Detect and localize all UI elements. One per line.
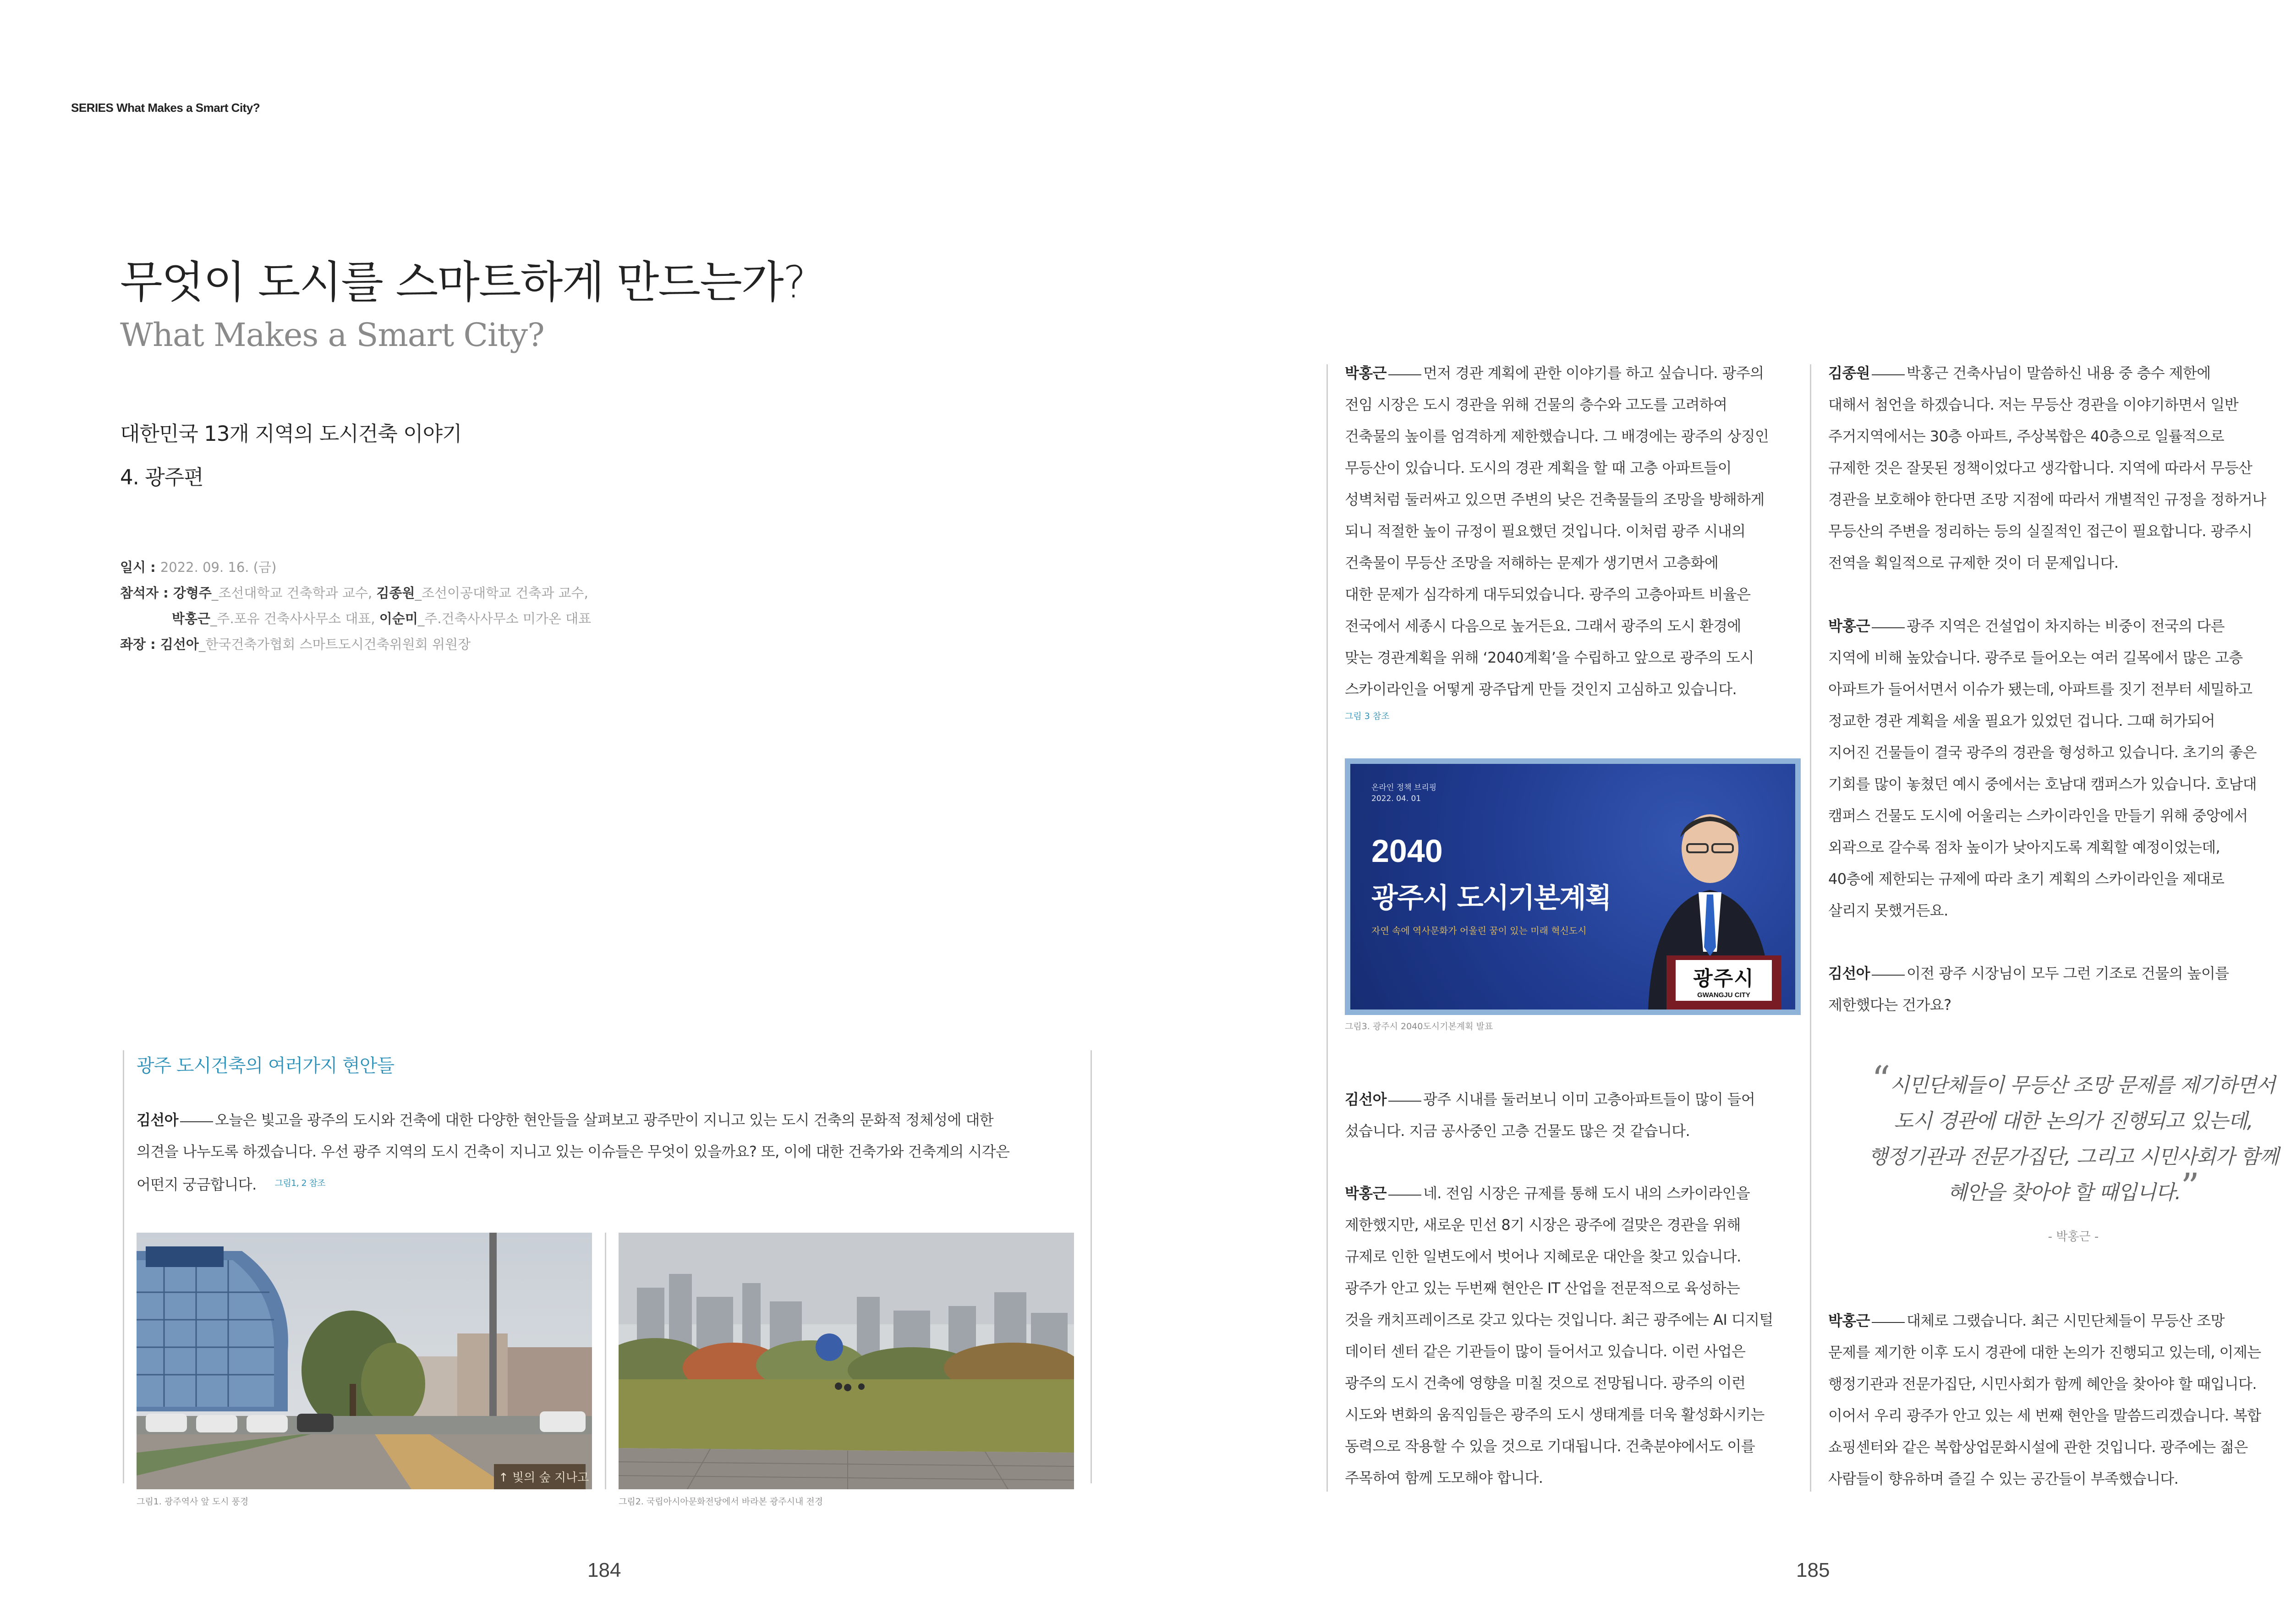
right-section-rule — [1091, 1050, 1092, 1483]
paragraph-line: 것을 캐치프레이즈로 갖고 있다는 것입니다. 최근 광주에는 AI 디지털 — [1345, 1311, 1773, 1328]
paragraph-line — [1345, 357, 1803, 389]
subtitle-series: 대한민국 13개 지역의 도시건축 이야기 — [120, 422, 462, 446]
speaker-underline — [1872, 374, 1905, 375]
paragraph-line: 지어진 건물들이 결국 광주의 경관을 형성하고 있습니다. 초기의 좋은 — [1828, 744, 2257, 761]
paragraph-line: 정교한 경관 계획을 세울 필요가 있었던 겁니다. 그때 허가되어 — [1828, 712, 2215, 730]
paragraph-line: 섰습니다. 지금 공사중인 고층 건물도 많은 것 같습니다. — [1345, 1122, 1690, 1140]
meta-chair-label: 좌장 : — [120, 636, 160, 652]
paragraph-line: 기회를 많이 놓쳤던 예시 중에서는 호남대 캠퍼스가 있습니다. 호남대 — [1828, 775, 2257, 793]
figure3-year: 2040 — [1371, 833, 1443, 869]
photo-divider — [605, 1233, 606, 1489]
quote-text: 시민단체들이 무등산 조망 문제를 제기하면서 — [1890, 1074, 2275, 1097]
left-section-rule — [123, 1050, 124, 1483]
figure3-slide — [1350, 764, 1795, 1010]
photo1-caption: 그림1. 광주역사 앞 도시 풍경 — [137, 1497, 249, 1507]
street-sign-text: ↑ 빛의 숲 지나고 — [499, 1471, 589, 1485]
meta-date — [120, 554, 276, 580]
intro-line: 의견을 나누도록 하겠습니다. 우선 광주 지역의 도시 건축이 지니고 있는 이슈들은 무엇이 있을까요? 또, 이에 대한 건축가와 건축계의 시각은 — [137, 1143, 1010, 1160]
speaker-underline — [180, 1121, 213, 1122]
intro-paragraph — [137, 1104, 1080, 1201]
section-title: 광주 도시건축의 여러가지 현안들 — [137, 1055, 395, 1076]
paragraph-line: 광주의 도시 건축에 영향을 미칠 것으로 전망됩니다. 광주의 이런 — [1345, 1374, 1746, 1392]
speaker-name: 박홍근 — [1345, 364, 1387, 382]
paragraph-park-3 — [1345, 1178, 1803, 1494]
paragraph-kim-2 — [1828, 958, 2286, 1021]
chair-name: 김선아 — [160, 636, 199, 652]
paragraph-line: 규제로 인한 일변도에서 벗어나 지혜로운 대안을 찾고 있습니다. — [1345, 1248, 1741, 1265]
series-label: SERIES What Makes a Smart City? — [71, 101, 260, 115]
paragraph-line: 성벽처럼 둘러싸고 있으면 주변의 낮은 건축물들의 조망을 방해하게 — [1345, 491, 1765, 508]
figure3-tag-line: 2022. 04. 01 — [1371, 794, 1421, 803]
paragraph-line — [1828, 958, 2286, 989]
subtitle-episode: 4. 광주편 — [120, 465, 203, 489]
paragraph-text: 대체로 그랬습니다. 최근 시민단체들이 무등산 조망 — [1906, 1312, 2225, 1329]
participant-name: 이순미 — [379, 611, 418, 626]
meta-date-label: 일시 : — [120, 560, 160, 575]
photo2-caption: 그림2. 국립아시아문화전당에서 바라본 광주시내 전경 — [619, 1497, 823, 1507]
paragraph-line: 캠퍼스 건물도 도시에 어울리는 스카이라인을 만들기 위해 중앙에서 — [1828, 807, 2248, 824]
paragraph-line: 주목하여 함께 도모해야 합니다. — [1345, 1469, 1543, 1487]
paragraph-line: 무등산이 있습니다. 도시의 경관 계획을 할 때 고층 아파트들이 — [1345, 459, 1732, 477]
paragraph-line: 건축물이 무등산 조망을 저해하는 문제가 생기면서 고층화에 — [1345, 554, 1719, 571]
paragraph-text: 광주 지역은 건설업이 차지하는 비중이 전국의 다른 — [1906, 617, 2225, 635]
quote-line: 도시 경관에 대한 논의가 진행되고 있는데, — [1894, 1109, 2253, 1133]
figure3-tag-line: 온라인 정책 브리핑 — [1371, 783, 1437, 792]
paragraph-park-5 — [1828, 1305, 2286, 1495]
figure3-title: 광주시 도시기본계획 — [1371, 882, 1611, 914]
paragraph-line: 전임 시장은 도시 경관을 위해 건물의 층수와 고도를 고려하여 — [1345, 396, 1727, 413]
paragraph-line: 지역에 비해 높았습니다. 광주로 들어오는 여러 길목에서 많은 고층 — [1828, 649, 2243, 666]
paragraph-line: 대해서 첨언을 하겠습니다. 저는 무등산 경관을 이야기하면서 일반 — [1828, 396, 2239, 413]
speaker-name: 김종원 — [1828, 364, 1870, 382]
participant-name: 강형주 — [173, 585, 212, 601]
paragraph-line: 전역을 획일적으로 규제한 것이 더 문제입니다. — [1828, 554, 2119, 571]
paragraph-line — [1345, 1178, 1803, 1209]
figure3-caption: 그림3. 광주시 2040도시기본계획 발표 — [1345, 1021, 1493, 1031]
paragraph-line: 데이터 센터 같은 기관들이 많이 들어서고 있습니다. 이런 사업은 — [1345, 1343, 1746, 1360]
intro-line — [137, 1104, 1080, 1136]
paragraph-line: 이어서 우리 광주가 안고 있는 세 번째 현안을 말씀드리겠습니다. 복합 — [1828, 1407, 2261, 1424]
quote-line: 행정기관과 전문가집단, 그리고 시민사회가 함께 — [1868, 1145, 2279, 1169]
paragraph-park-1 — [1345, 357, 1803, 705]
paragraph-line: 제한했지만, 새로운 민선 8기 시장은 광주에 걸맞은 경관을 위해 — [1345, 1216, 1741, 1234]
page-number-right: 185 — [1796, 1559, 1830, 1581]
paragraph-line: 살리지 못했거든요. — [1828, 902, 1948, 919]
participant-role: _주.건축사사무소 미가온 대표 — [417, 611, 592, 626]
chair-role: _한국건축가협회 스마트도시건축위원회 위원장 — [198, 636, 471, 652]
photo-park-view — [619, 1233, 1074, 1489]
intro-text: 오늘은 빛고을 광주의 도시와 건축에 대한 다양한 현안들을 살펴보고 광주만이 지니고 있는 도시 건축의 문화적 정체성에 대한 — [214, 1111, 994, 1129]
paragraph-line — [1828, 1305, 2286, 1337]
figure3-slogan: 자연 속에 역사문화가 어울린 꿈이 있는 미래 혁신도시 — [1371, 925, 1587, 936]
lectern — [1666, 955, 1781, 1010]
paragraph-line: 무등산의 주변을 정리하는 등의 실질적인 접근이 필요합니다. 광주시 — [1828, 522, 2253, 540]
paragraph-line: 제한했다는 건가요? — [1828, 996, 1951, 1014]
paragraph-line: 문제를 제기한 이후 도시 경관에 대한 논의가 진행되고 있는데, 이제는 — [1828, 1344, 2261, 1361]
paragraph-line: 동력으로 작용할 수 있을 것으로 기대됩니다. 건축분야에서도 이를 — [1345, 1437, 1755, 1455]
paragraph-line: 광주가 안고 있는 두번째 현안은 IT 산업을 전문적으로 육성하는 — [1345, 1279, 1740, 1297]
paragraph-line — [1828, 610, 2286, 642]
participant-role: _조선이공대학교 건축과 교수, — [415, 585, 588, 601]
paragraph-text: 광주 시내를 둘러보니 이미 고층아파트들이 많이 들어 — [1423, 1091, 1755, 1108]
figure3-frame — [1345, 758, 1801, 1015]
column-divider-rule — [1810, 364, 1811, 1492]
speaker-name: 박홍근 — [1828, 1312, 1870, 1329]
intro-line — [137, 1168, 1080, 1201]
speaker-name: 박홍근 — [1828, 617, 1870, 635]
figure3-reference: 그림 3 참조 — [1345, 711, 1390, 721]
paragraph-line: 경관을 보호해야 한다면 조망 지점에 따라서 개별적인 규정을 정하거나 — [1828, 491, 2266, 508]
quote-line — [1833, 1165, 2291, 1211]
paragraph-line: 스카이라인을 어떻게 광주답게 만들 것인지 고심하고 있습니다. — [1345, 680, 1737, 698]
city-logo — [1676, 960, 1772, 1001]
page-number-left: 184 — [587, 1559, 621, 1581]
paragraph-line: 되니 적절한 높이 규정이 필요했던 것입니다. 이처럼 광주 시내의 — [1345, 522, 1746, 540]
paragraph-line — [1345, 1084, 1803, 1115]
paragraph-text: 먼저 경관 계획에 관한 이야기를 하고 싶습니다. 광주의 — [1423, 364, 1764, 382]
speaker-name: 김선아 — [137, 1111, 178, 1129]
speaker-underline — [1388, 374, 1421, 375]
quote-text: 혜안을 찾아야 할 때입니다. — [1947, 1181, 2181, 1204]
speaker-name: 박홍근 — [1345, 1185, 1387, 1202]
paragraph-line: 맞는 경관계획을 위해 ‘2040계획’을 수립하고 앞으로 광주의 도시 — [1345, 649, 1754, 666]
speaker-underline — [1872, 1322, 1905, 1323]
meta-date-value: 2022. 09. 16. (금) — [160, 560, 277, 575]
quote-open-mark: “ — [1871, 1058, 1890, 1101]
paragraph-line: 건축물의 높이를 엄격하게 제한했습니다. 그 배경에는 광주의 상징인 — [1345, 428, 1769, 445]
paragraph-line: 쇼핑센터와 같은 복합상업문화시설에 관한 것입니다. 광주에는 젊은 — [1828, 1438, 2248, 1456]
speaker-underline — [1388, 1195, 1421, 1196]
meta-participants-line1 — [120, 580, 588, 606]
quote-author: - 박홍근 - — [2048, 1230, 2099, 1244]
paragraph-text: 이전 광주 시장님이 모두 그런 기조로 건물의 높이를 — [1906, 965, 2229, 982]
meta-participants-label: 참석자 : — [120, 585, 173, 601]
paragraph-park-4 — [1828, 610, 2286, 927]
meta-participants-line2 — [172, 606, 591, 631]
right-column-left-rule — [1326, 364, 1328, 1492]
speaker-underline — [1388, 1101, 1421, 1102]
page-title-english: What Makes a Smart City? — [120, 316, 544, 354]
paragraph-kim-1 — [1828, 357, 2286, 579]
paragraph-line: 외곽으로 갈수록 점차 높이가 낮아지도록 계획할 예정이었는데, — [1828, 839, 2220, 856]
paragraph-line: 전국에서 세종시 다음으로 높거든요. 그래서 광주의 도시 환경에 — [1345, 617, 1741, 635]
paragraph-line — [1828, 357, 2286, 389]
speaker-underline — [1872, 627, 1905, 628]
participant-name: 박홍근 — [172, 611, 211, 626]
station-street-illustration — [137, 1233, 592, 1489]
city-logo-korean: 광주시 — [1693, 967, 1754, 990]
participant-role: _조선대학교 건축학과 교수, — [211, 585, 377, 601]
park-view-illustration — [619, 1233, 1074, 1489]
participant-role: _주.포유 건축사사무소 대표, — [210, 611, 379, 626]
paragraph-line: 규제한 것은 잘못된 정책이었다고 생각합니다. 지역에 따라서 무등산 — [1828, 459, 2253, 477]
pull-quote — [1833, 1058, 2291, 1211]
paragraph-text: 박홍근 건축사님이 말씀하신 내용 중 층수 제한에 — [1906, 364, 2211, 382]
paragraph-line: 대한 문제가 심각하게 대두되었습니다. 광주의 고층아파트 비율은 — [1345, 586, 1751, 603]
quote-close-mark: ” — [2181, 1165, 2199, 1208]
paragraph-line: 사람들이 향유하며 즐길 수 있는 공간들이 부족했습니다. — [1828, 1470, 2179, 1487]
city-logo-english: GWANGJU CITY — [1697, 991, 1750, 999]
paragraph-text: 네. 전임 시장은 규제를 통해 도시 내의 스카이라인을 — [1423, 1185, 1750, 1202]
paragraph-line: 행정기관과 전문가집단, 시민사회가 함께 혜안을 찾아야 할 때입니다. — [1828, 1375, 2257, 1393]
figure3-tag — [1371, 782, 1436, 804]
paragraph-park-2 — [1345, 1084, 1803, 1147]
speaker-name: 김선아 — [1828, 965, 1870, 982]
quote-line — [1833, 1058, 2291, 1103]
paragraph-line: 아파트가 들어서면서 이슈가 됐는데, 아파트를 짓기 전부터 세밀하고 — [1828, 680, 2253, 698]
figure-reference: 그림1, 2 참조 — [274, 1178, 325, 1188]
speaker-name: 김선아 — [1345, 1091, 1387, 1108]
paragraph-line: 시도와 변화의 움직임들은 광주의 도시 생태계를 더욱 활성화시키는 — [1345, 1406, 1765, 1423]
intro-text: 어떤지 궁금합니다. — [137, 1176, 257, 1193]
page-title-korean: 무엇이 도시를 스마트하게 만드는가? — [120, 257, 806, 308]
paragraph-line: 40층에 제한되는 규제에 따라 초기 계획의 스카이라인을 제대로 — [1828, 870, 2225, 888]
participant-name: 김종원 — [376, 585, 415, 601]
meta-chair — [120, 631, 471, 657]
speaker-underline — [1872, 975, 1905, 976]
photo-station-street — [137, 1233, 592, 1489]
paragraph-line: 주거지역에서는 30층 아파트, 주상복합은 40층으로 일률적으로 — [1828, 428, 2224, 445]
